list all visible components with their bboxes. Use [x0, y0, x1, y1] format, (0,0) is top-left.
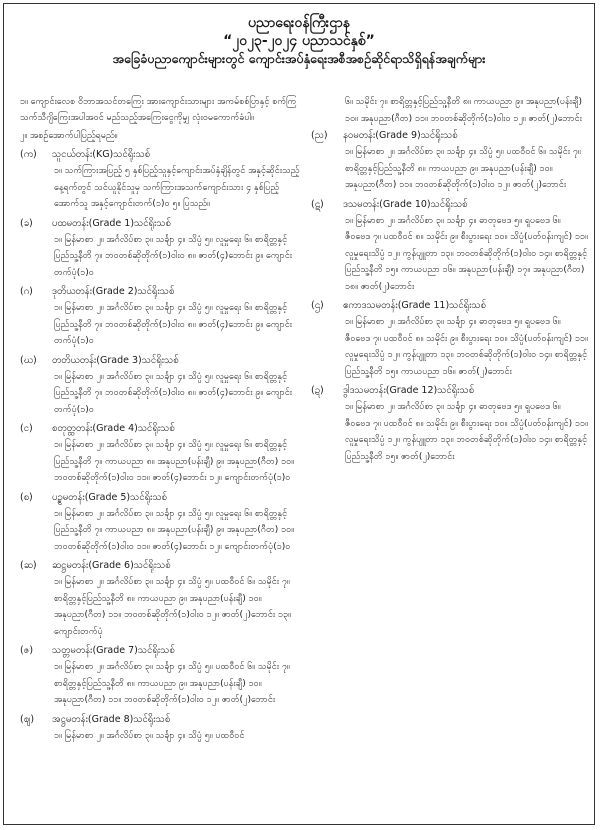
grade-title: သတ္တမတန်း(Grade 7)သင်ရိုးသစ်: [52, 645, 175, 656]
grade-item: [20, 489, 301, 556]
grade-heading: [20, 352, 301, 369]
grade-label: (င): [20, 423, 33, 434]
grade-subjects: ၁။ မြန်မာစာ ၂။ အင်္ဂလိပ်စာ ၃။ သင်္ချာ ၄။ သိပ္ပံ ၅။ ပထဝီဝင် ၆။ သမိုင်း ၇။ စာရိတ္တနှင့်ပြည်သူ့နီတိ ၈။ ကာယပညာ ၉။ အနုပညာ(ပန်းချီ) ၁၀။ အနုပညာ(ဂီတ) ၁၁။ ဘဝတစ်ဆိုတိုက်(၁)ဝါးဝ ၁၂။ ဇာတ်(၂)ဘောင်း: [345, 147, 581, 190]
grade-label: (ဂ): [20, 286, 33, 297]
grade-label: (ဈ): [20, 713, 35, 725]
grade-heading: [20, 557, 301, 574]
grade-subjects: ၁။ မြန်မာစာ ၂။ အင်္ဂလိပ်စာ ၃။ သင်္ချာ ၄။ သိပ္ပံ ၅။ ပထဝီဝင် ၆။ သမိုင်း ၇။ စာရိတ္တနှင့်ပြည်သူ့နီတိ ၈။ ကာယပညာ ၉။ အနုပညာ(ပန်းချီ) ၁၀။ အနုပညာ(ဂီတ) ၁၁။ ဘဝတစ်ဆိုတိုက်(၁)ဝါးဝ ၁၂။ ဇာတ်(၂)ဘောင်း: [54, 662, 290, 705]
grade-subjects: ၁။ မြန်မာစာ ၂။ အင်္ဂလိပ်စာ ၃။ သင်္ချာ ၄။ သိပ္ပံ ၅။ လူမှုရေး ၆။ စာရိတ္တနှင့်ပြည်သူ့နီတိ ၇။ ကာယပညာ ၈။ အနုပညာ(ပန်းချီ) ၉။ အနုပညာ(ဂီတ) ၁၀။ ဘဝတစ်ဆိုတိုက်(၁)ဝါးဝ ၁၁။ ဇာတ်(၄)ဘောင်း ၁၂။ ကျောင်းတက်ပုံ(၁)ဝ: [54, 440, 294, 483]
grade-title: ဧကာဒသမတန်း(Grade 11)သင်ရိုးသစ်: [343, 300, 487, 311]
grade-item: [20, 557, 301, 640]
intro-paragraph-2: ၂။ အစဉ်အောက်ပါပြည့်ရမည်။: [20, 131, 118, 141]
grade-subjects: ၁။ မြန်မာစာ ၂။ အင်္ဂလိပ်စာ ၃။ သင်္ချာ ၄။ သိပ္ပံ ၅။ ပထဝီဝင် ၆။ သမိုင်း ၇။ စာရိတ္တနှင့်ပြည်သူ့နီတိ ၈။ ကာယပညာ ၉။ အနုပညာ(ပန်းချီ) ၁၀။ အနုပညာ(ဂီတ) ၁၁။ ဘဝတစ်ဆိုတိုက်(၁)ဝါးဝ ၁၂။ ဇာတ်(၂)ဘောင်း ၁၃။ ကျောင်းတက်ပုံ: [54, 577, 291, 637]
ministry-title: ပညာရေးဝန်ကြီးဌာန: [248, 15, 350, 31]
grade-item: [20, 352, 301, 419]
grade-item: [20, 146, 301, 213]
grade-heading: [311, 382, 588, 399]
document-body: [4, 94, 594, 824]
grade-subjects-continued: ၆။ သမိုင်း ၇။ စာရိတ္တနှင့်ပြည်သူ့နီတိ ၈။ ကာယပညာ ၉။ အနုပညာ(ပန်းချီ) ၁၀။ အနုပညာ(ဂီတ) ၁၁။ ဘဝတစ်ဆိုတိုက်(၁)ဝါးဝ ၁၂။ ဇာတ်(၂)ဘောင်း: [345, 97, 582, 124]
grade-label: (ဃ): [20, 354, 37, 366]
grade-heading: [20, 146, 301, 163]
grade-item: [311, 382, 588, 465]
grade-title: ပဉ္စမတန်း(Grade 5)သင်ရိုးသစ်: [52, 491, 167, 503]
grade-heading: [20, 711, 301, 728]
grade-heading: [20, 642, 301, 659]
grade-label: (ခ): [20, 217, 33, 229]
grade-item: [20, 711, 301, 745]
grade-subjects: ၁။ သက်ကြားအပြည့် ၅ နှစ်ပြည့်သူနှင့်ကျောင်းအပ်နှံချိန်တွင် အနှင့်ဆိုင်းသည့်နေ့ရက်တွင် သင်ယူနိုင်သူမှ သက်ကြားအသက်ကျောင်းသား ၄ နှစ်ပြည့်အောက်သူ အနှင့်ကျောင်းတက်(၁)ဝ ၅။ ပြသည်။: [54, 166, 300, 209]
grade-title: နဝမတန်း(Grade 9)သင်ရိုးသစ်: [343, 130, 458, 141]
academic-year-title: “၂၀၂၃-၂၀၂၄ ပညာသင်နှစ်”: [223, 33, 375, 49]
grade-title: အဋ္ဌမတန်း(Grade 8)သင်ရိုးသစ်: [52, 713, 171, 725]
grade-title: စတုတ္ထတန်း(Grade 4)သင်ရိုးသစ်: [52, 423, 175, 434]
grade-label: (ဋ): [311, 198, 324, 210]
grade-heading: [311, 127, 588, 144]
grade-subjects: ၁။ မြန်မာစာ ၂။ အင်္ဂလိပ်စာ ၃။ သင်္ချာ ၄။ သိပ္ပံ ၅။ လူမှုရေး ၆။ စာရိတ္တနှင့်ပြည်သူ့နီတိ ၇။ ဘဝတစ်ဆိုတိုက်(၁)ဝါးဝ ၈။ ဇာတ်(၄)ဘောင်း ၉။ ကျောင်းတက်ပုံ(၁)ဝ: [54, 234, 293, 278]
left-column: [20, 94, 301, 824]
grade-label: (ဇ): [20, 645, 34, 656]
grade-heading: [20, 420, 301, 437]
grade-item: [20, 642, 301, 709]
grade-title: ဒုတိယတန်း(Grade 2)သင်ရိုးသစ်: [52, 286, 175, 297]
grade-heading: [311, 196, 588, 213]
grade-heading: [20, 489, 301, 506]
grade-subjects: ၁။ မြန်မာစာ ၂။ အင်္ဂလိပ်စာ ၃။ သင်္ချာ ၄။ သိပ္ပံ ၅။ လူမှုရေး ၆။ စာရိတ္တနှင့်ပြည်သူ့နီတိ ၇။ ဘဝတစ်ဆိုတိုက်(၁)ဝါးဝ ၈။ ဇာတ်(၄)ဘောင်း ၉။ ကျောင်းတက်ပုံ(၁)ဝ: [54, 303, 293, 346]
grade-label: (က): [20, 149, 37, 160]
grade-item: [20, 420, 301, 487]
grade-item: [20, 215, 301, 282]
grade-heading: [20, 215, 301, 232]
document-page: [3, 3, 595, 825]
intro-paragraph-1: ၁။ ကျောင်းလေစ ဝိဘာအသင်တကြေး အားကျောင်းသားများ အကမ်စစ်ပြာနှင့် စက်ကြသက်သီဂျိကြေးအပါအဝင် မည်သည့်အကြေးငွေကိုမျှ လုံးဝမကောက်ခံပါ။: [20, 97, 297, 123]
grade-subjects: ၁။ မြန်မာစာ ၂။ အင်္ဂလိပ်စာ ၃။ သင်္ချာ ၄။ သိပ္ပံ ၅။ လူမှုရေး ၆။ စာရိတ္တနှင့်ပြည်သူ့နီတိ ၇။ ကာယပညာ ၈။ အနုပညာ(ပန်းချီ) ၉။ အနုပညာ(ဂီတ) ၁၀။ ဘဝတစ်ဆိုတိုက်(၁)ဝါးဝ ၁၁။ ဇာတ်(၄)ဘောင်း ၁၂။ ကျောင်းတက်ပုံ(၁)ဝ: [54, 508, 294, 552]
grade-item: [311, 196, 588, 296]
grade-subjects: ၁။ မြန်မာစာ ၂။ အင်္ဂလိပ်စာ ၃။ သင်္ချာ ၄။ ဓာတုဗေဒ ၅။ ရူပဗေဒ ၆။ ဇီဝဗေဒ ၇။ ပထဝီဝင် ၈။ သမိုင်း ၉။ စီးပွားရေး ၁၀။ သိပ္ပံ(ပတ်ဝန်းကျင်) ၁၁။ လူမှုရေးသိပ္ပံ ၁၂။ ကွန်ပျူတာ ၁၃။ ဘဝတစ်ဆိုတိုက်(၁)ဝါးဝ ၁၄။ စာရိတ္တနှင့်ပြည်သူ့နီတိ ၁၅။ ကာယပညာ ၁၆။ အနုပညာ(ပန်းချီ) ၁၇။ အနုပညာ(ဂီတ) ၁၈။ ဇာတ်(၂)ဘောင်း: [345, 215, 588, 292]
grade-title: ဆဋ္ဌမတန်း(Grade 6)သင်ရိုးသစ်: [52, 560, 171, 571]
right-column: [311, 94, 588, 824]
grade-label: (ဌ): [311, 300, 324, 311]
grade-label: (ဍ): [311, 385, 324, 396]
grade-label: (စ): [20, 491, 33, 503]
grade-title: ဒွါဒသမတန်း(Grade 12)သင်ရိုးသစ်: [343, 385, 475, 396]
grade-item: [20, 283, 301, 350]
grade-heading: [311, 297, 588, 314]
grade-title: ဒသမတန်း(Grade 10)သင်ရိုးသစ်: [343, 198, 468, 210]
grade-title: တတိယတန်း(Grade 3)သင်ရိုးသစ်: [52, 354, 179, 366]
document-subtitle: အခြေခံပညာကျောင်းများတွင် ကျောင်းအပ်နှံရေးအစီအစဉ်ဆိုင်ရာသိရှိရန်အချက်များ: [112, 51, 486, 66]
grade-title: ပထမတန်း(Grade 1)သင်ရိုးသစ်: [52, 217, 171, 229]
grade-title: သူငယ်တန်း(KG)သင်ရိုးသစ်: [52, 149, 151, 160]
grade-label: (ည): [311, 130, 328, 141]
grade-subjects: ၁။ မြန်မာစာ ၂။ အင်္ဂလိပ်စာ ၃။ သင်္ချာ ၄။ သိပ္ပံ ၅။ လူမှုရေး ၆။ စာရိတ္တနှင့်ပြည်သူ့နီတိ ၇။ ဘဝတစ်ဆိုတိုက်(၁)ဝါးဝ ၈။ ဇာတ်(၄)ဘောင်း ၉။ ကျောင်းတက်ပုံ(၁)ဝ: [54, 371, 293, 415]
grade-item: [311, 297, 588, 380]
grade-item: [311, 127, 588, 194]
grade-heading: [20, 283, 301, 300]
document-header: [4, 4, 594, 86]
grade-subjects: ၁။ မြန်မာစာ ၂။ အင်္ဂလိပ်စာ ၃။ သင်္ချာ ၄။ ဓာတုဗေဒ ၅။ ရူပဗေဒ ၆။ ဇီဝဗေဒ ၇။ ပထဝီဝင် ၈။ သမိုင်း ၉။ စီးပွားရေး ၁၀။ သိပ္ပံ(ပတ်ဝန်းကျင်) ၁၁။ လူမှုရေးသိပ္ပံ ၁၂။ ကွန်ပျူတာ ၁၃။ ဘဝတစ်ဆိုတိုက်(၁)ဝါးဝ ၁၄။ စာရိတ္တနှင့်ပြည်သူ့နီတိ ၁၅။ ကာယပညာ ၁၆။ ဇာတ်(၂)ဘောင်း: [345, 317, 588, 377]
grade-label: (ဆ): [20, 560, 37, 571]
grade-subjects: ၁။ မြန်မာစာ ၂။ အင်္ဂလိပ်စာ ၃။ သင်္ချာ ၄။ သိပ္ပံ ၅။ ပထဝီဝင်: [54, 730, 245, 741]
grade-subjects: ၁။ မြန်မာစာ ၂။ အင်္ဂလိပ်စာ ၃။ သင်္ချာ ၄။ ဓာတုဗေဒ ၅။ ရူပဗေဒ ၆။ ဇီဝဗေဒ ၇။ ပထဝီဝင် ၈။ သမိုင်း ၉။ စီးပွားရေး ၁၀။ သိပ္ပံ(ပတ်ဝန်းကျင်) ၁၁။ လူမှုရေးသိပ္ပံ ၁၂။ ကွန်ပျူတာ ၁၃။ ဘဝတစ်ဆိုတိုက်(၁)ဝါးဝ ၁၄။ စာရိတ္တနှင့်ပြည်သူ့နီတိ ၁၅။ ဇာတ်(၂)ဘောင်း: [345, 402, 588, 462]
